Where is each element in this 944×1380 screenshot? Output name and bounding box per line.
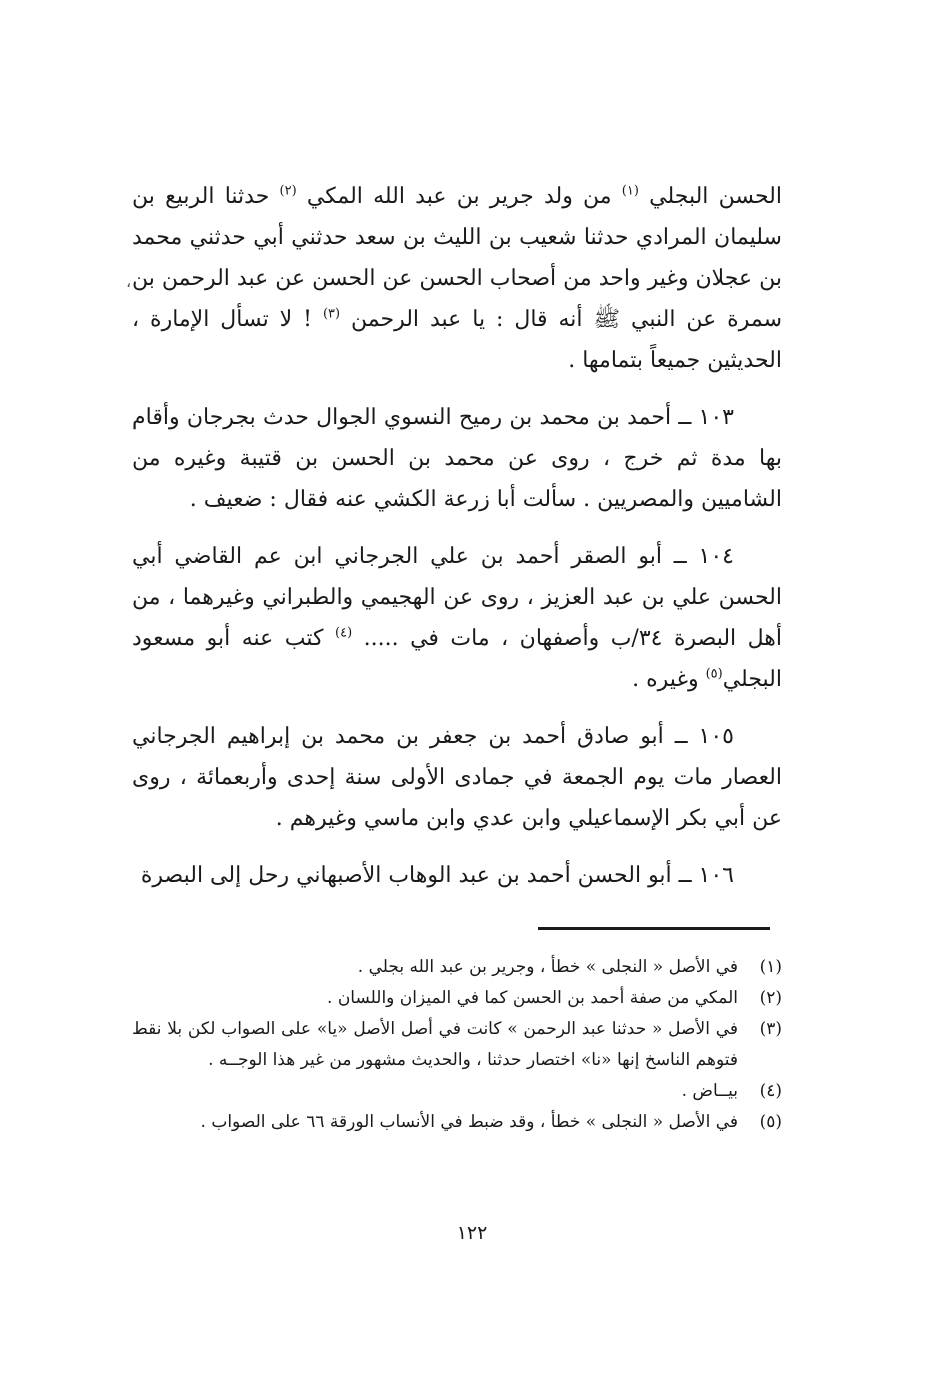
footnote-5 [132,1107,782,1138]
footnote-number: (٢) [759,988,782,1008]
footnote-text: في الأصل « النجلى » خطأ ، وجرير بن عبد الله بجلي . [357,957,738,977]
text-run: وغيره . [632,667,706,692]
entry-106: ١٠٦ ــ أبو الحسن أحمد بن عبد الوهاب الأصبهاني رحل إلى البصرة [140,863,734,888]
main-text [132,176,782,912]
footnote-ref-2[interactable]: (٢) [279,183,297,199]
footnote-number: (١) [759,957,782,977]
footnote-2 [132,983,782,1014]
footnote-4 [132,1076,782,1107]
text-run: كتب عنه أبو مسعود البجلي [132,626,782,692]
footnote-text: المكي من صفة أحمد بن الحسن كما في الميزان واللسان . [327,988,738,1008]
text-run: ! لا تسأل الإمارة ، الحديثين جميعاً بتمامها . [132,307,782,373]
entry-104 [132,536,782,700]
footnote-number: (٤) [759,1081,782,1101]
footnote-ref-5[interactable]: (٥) [705,666,723,682]
footnote-ref-4[interactable]: (٤) [335,625,353,641]
page-number: ١٢٢ [456,1222,488,1244]
footnotes [132,952,782,1138]
text-run: حدثنا الربيع بن سليمان المرادي حدثنا شعيب بن الليث بن سعد حدثني أبي حدثني محمد بن عجلان وغير واحد من أصحاب الحسن عن الحسن عن عبد الرحمن بن سمرة عن النبي ﷺ أنه قال : يا عبد الرحمن [132,184,783,332]
margin-mark: ، [126,272,132,291]
footnote-text: في الأصل « النجلى » خطأ ، وقد ضبط في الأنساب الورقة ٦٦ على الصواب . [200,1112,738,1132]
footnote-separator [538,927,770,930]
footnote-text: بيــاض . [681,1081,738,1101]
footnote-ref-1[interactable]: (١) [621,183,639,199]
footnote-text: في الأصل « حدثنا عبد الرحمن » كانت في أصل الأصل «يا» على الصواب لكن بلا نقط فتوهم الناسخ إنها «نا» اختصار حدثنا ، والحديث مشهور من غير هذا الوجــه . [132,1019,738,1070]
text-run: ١٠٤ ــ أبو الصقر أحمد بن علي الجرجاني ابن عم القاضي أبي الحسن علي بن عبد العزيز ، روى عن الهجيمي والطبراني وغيرهما ، من أهل البصرة ٣٤/ب وأصفهان ، مات في ..... [132,544,783,651]
text-run: الحسن البجلي [638,184,782,209]
footnote-number: (٣) [759,1019,782,1039]
entry-103: ١٠٣ ــ أحمد بن محمد بن رميح النسوي الجوال حدث بجرجان وأقام بها مدة ثم خرج ، روى عن محمد بن الحسن بن قتيبة وغيره من الشاميين والمصريين . سألت أبا زرعة الكشي عنه فقال : ضعيف . [132,405,782,512]
footnote-number: (٥) [759,1112,782,1132]
paragraph-continuation [132,176,782,381]
footnote-1 [132,952,782,983]
entry-105: ١٠٥ ــ أبو صادق أحمد بن جعفر بن محمد بن إبراهيم الجرجاني العصار مات يوم الجمعة في جمادى الأولى سنة إحدى وأربعمائة ، روى عن أبي بكر الإسماعيلي وابن عدي وابن ماسي وغيرهم . [132,724,782,831]
footnote-3 [132,1014,782,1076]
footnote-ref-3[interactable]: (٣) [322,306,341,322]
text-run: من ولد جرير بن عبد الله المكي [296,184,622,209]
